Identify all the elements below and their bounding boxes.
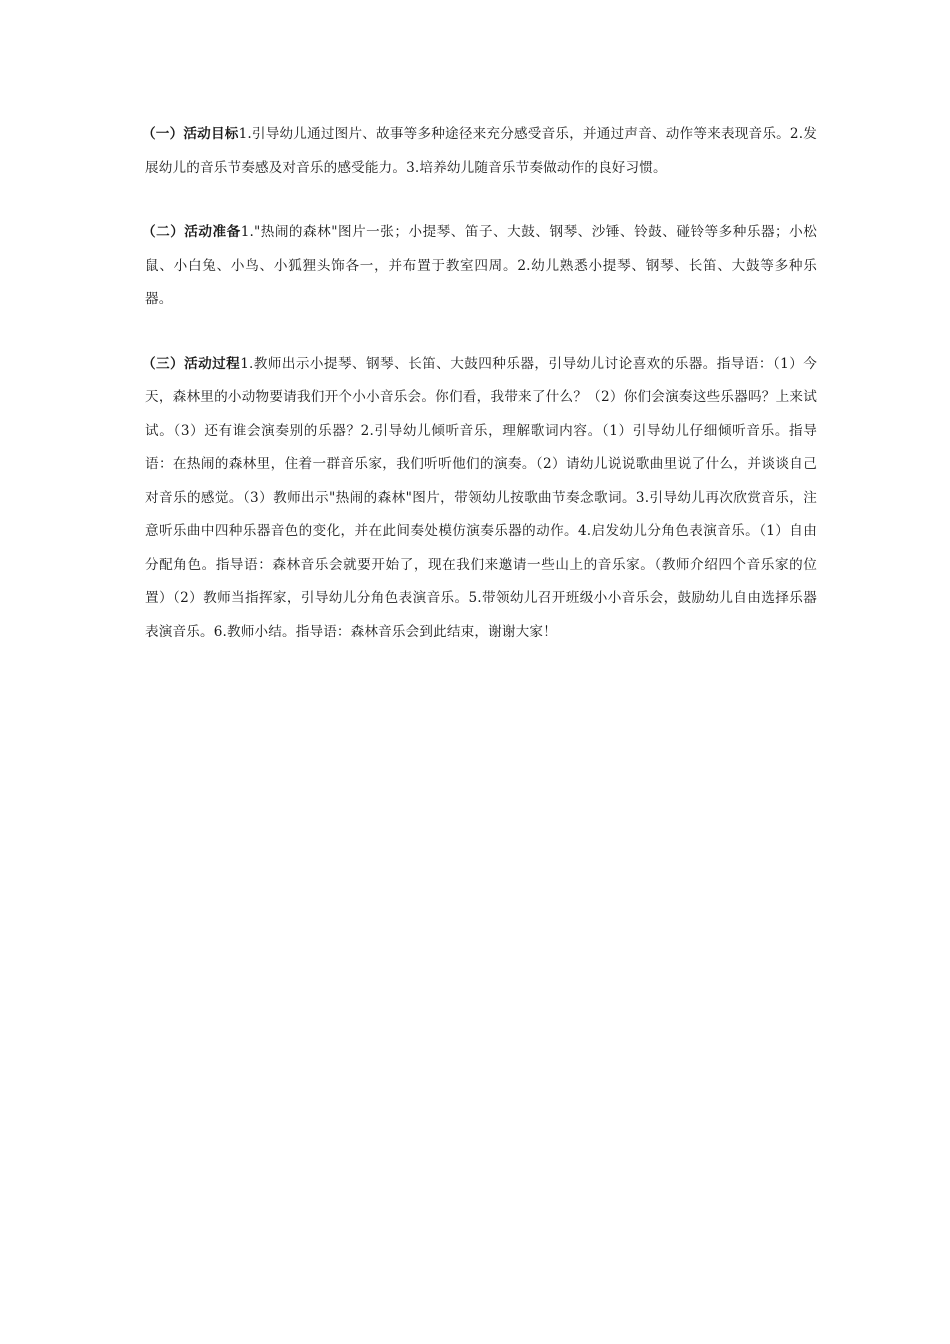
- paragraph-activity-process: [142, 348, 817, 650]
- body-activity-process: 1.教师出示小提琴、钢琴、长笛、大鼓四种乐器，引导幼儿讨论喜欢的乐器。指导语：（1）今天，森林里的小动物要请我们开个小小音乐会。你们看，我带来了什么？（2）你们会演奏这些乐器吗？上来试试。（3）还有谁会演奏别的乐器？2.引导幼儿倾听音乐，理解歌词内容。（1）引导幼儿仔细倾听音乐。指导语：在热闹的森林里，住着一群音乐家，我们听听他们的演奏。（2）请幼儿说说歌曲里说了什么，并谈谈自己对音乐的感觉。（3）教师出示"热闹的森林"图片，带领幼儿按歌曲节奏念歌词。3.引导幼儿再次欣赏音乐，注意听乐曲中四种乐器音色的变化，并在此间奏处模仿演奏乐器的动作。4.启发幼儿分角色表演音乐。（1）自由分配角色。指导语：森林音乐会就要开始了，现在我们来邀请一些山上的音乐家。（教师介绍四个音乐家的位置）（2）教师当指挥家，引导幼儿分角色表演音乐。5.带领幼儿召开班级小小音乐会，鼓励幼儿自由选择乐器表演音乐。6.教师小结。指导语：森林音乐会到此结束，谢谢大家！: [145, 355, 817, 640]
- heading-activity-preparation: （二）活动准备: [142, 224, 241, 240]
- paragraph-activity-goals: [142, 118, 817, 185]
- heading-activity-process: （三）活动过程: [142, 355, 241, 372]
- paragraph-activity-preparation: [142, 216, 817, 317]
- document-page: [142, 118, 817, 680]
- section-activity-process: [142, 348, 817, 650]
- section-activity-goals: [142, 118, 817, 185]
- body-activity-goals: 1.引导幼儿通过图片、故事等多种途径来充分感受音乐，并通过声音、动作等来表现音乐。2.发展幼儿的音乐节奏感及对音乐的感受能力。3.培养幼儿随音乐节奏做动作的良好习惯。: [145, 126, 817, 176]
- section-activity-preparation: [142, 216, 817, 317]
- body-activity-preparation: 1."热闹的森林"图片一张；小提琴、笛子、大鼓、钢琴、沙锤、铃鼓、碰铃等多种乐器；小松鼠、小白兔、小鸟、小狐狸头饰各一，并布置于教室四周。2.幼儿熟悉小提琴、钢琴、长笛、大鼓等多种乐器。: [145, 224, 817, 307]
- heading-activity-goals: （一）活动目标: [142, 126, 239, 142]
